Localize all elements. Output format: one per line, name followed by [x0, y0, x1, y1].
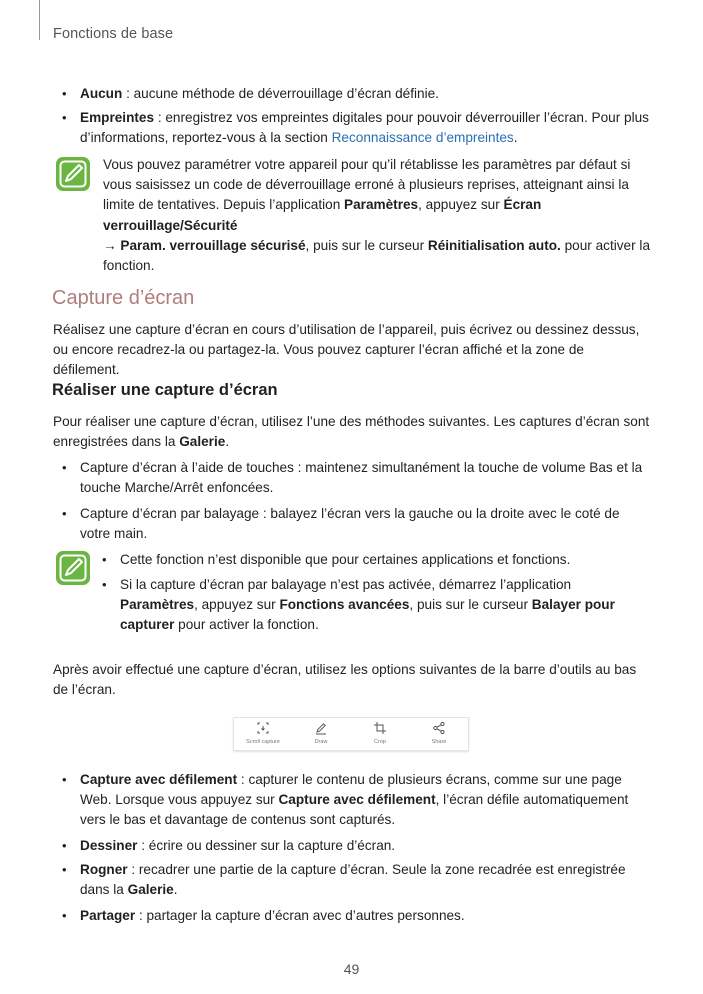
bullet-dot: • — [62, 86, 67, 101]
list-item-empreintes: • Empreintes : enregistrez vos empreintes digitales pour pouvoir déverrouiller l’écran. Pour plus d’informations, reportez-vous à la section Reconnaissance d’empreintes. — [62, 110, 649, 146]
note-availability: • Cette fonction n’est disponible que pour certaines applications et fonctions. — [120, 550, 650, 570]
section-header: Fonctions de base — [53, 26, 174, 42]
list-item-keys: • Capture d’écran à l’aide de touches : maintenez simultanément la touche de volume Bas et la touche Marche/Arrêt enfoncées. — [62, 460, 643, 496]
crop-icon — [373, 721, 387, 735]
note-swipe-activation: • Si la capture d’écran par balayage n’est pas activée, démarrez l’application Paramètres, appuyez sur Fonctions avancées, puis sur le curseur Balayer pour capturer pour activer la fonction. — [102, 577, 615, 633]
capture-how: Pour réaliser une capture d’écran, utilisez l’une des méthodes suivantes. Les captures d’écran sont enregistrées dans la Galerie. — [53, 414, 650, 450]
page-number: 49 — [343, 961, 360, 977]
scroll-capture-icon — [256, 721, 270, 735]
share-icon — [432, 721, 446, 735]
option-scroll-capture: • Capture avec défilement : capturer le contenu de plusieurs écrans, comme sur une page Web. Lorsque vous appuyez sur Capture avec défilement, l’écran défile automatiquement vers le bas et davantage de contenus sont capturés. — [62, 772, 629, 828]
pencil-icon — [314, 721, 328, 735]
bullet-dot: • — [102, 552, 107, 567]
bullet-dot: • — [62, 908, 67, 923]
note-reset-settings: Vous pouvez paramétrer votre appareil pour qu’il rétablisse les paramètres par défaut si vous saisissez un code de déverrouillage erroné à plusieurs reprises, atteignant ainsi la limite de tentatives. Depuis l’application Paramètres, appuyez sur Écran verrouillage/Sécurité → Param. verrouillage sécurisé, puis sur le curseur Réinitialisation auto. pour activer la fonction. — [103, 157, 650, 274]
option-crop: • Rogner : recadrer une partie de la capture d’écran. Seule la zone recadrée est enregistrée dans la Galerie. — [62, 862, 626, 898]
bullet-dot: • — [62, 772, 67, 787]
capture-intro: Réalisez une capture d’écran en cours d’utilisation de l’appareil, puis écrivez ou dessinez dessus, ou encore recadrez-la ou partagez-la. Vous pouvez capturer l’écran affiché et la zone de défilement. — [53, 322, 640, 378]
toolbar-intro: Après avoir effectué une capture d’écran, utilisez les options suivantes de la barre d’outils au bas de l’écran. — [53, 662, 637, 698]
bullet-dot: • — [62, 862, 67, 877]
bullet-dot: • — [62, 460, 67, 475]
option-draw: • Dessiner : écrire ou dessiner sur la capture d’écran. — [80, 836, 652, 856]
note-pencil-icon — [55, 156, 91, 192]
fingerprint-section-link[interactable]: Reconnaissance d’empreintes — [331, 130, 514, 146]
bullet-dot: • — [62, 110, 67, 125]
list-item-aucun: • Aucun : aucune méthode de déverrouillage d’écran définie. — [80, 84, 650, 104]
header-rule — [39, 0, 40, 40]
page-title: Capture d’écran — [52, 287, 195, 309]
bullet-dot: • — [102, 577, 107, 592]
crop-button[interactable]: Crop — [351, 718, 409, 750]
list-item-swipe: • Capture d’écran par balayage : balayez l’écran vers la gauche ou la droite avec le coté de votre main. — [62, 506, 620, 542]
screenshot-toolbar — [233, 717, 469, 751]
note-pencil-icon — [55, 550, 91, 586]
bullet-dot: • — [62, 838, 67, 853]
share-button[interactable]: Share — [410, 718, 468, 750]
subsection-title: Réaliser une capture d’écran — [52, 381, 278, 399]
option-share: • Partager : partager la capture d’écran avec d’autres personnes. — [80, 906, 652, 926]
bullet-dot: • — [62, 506, 67, 521]
draw-button[interactable]: Draw — [292, 718, 350, 750]
scroll-capture-button[interactable]: Scroll capture — [234, 718, 292, 750]
